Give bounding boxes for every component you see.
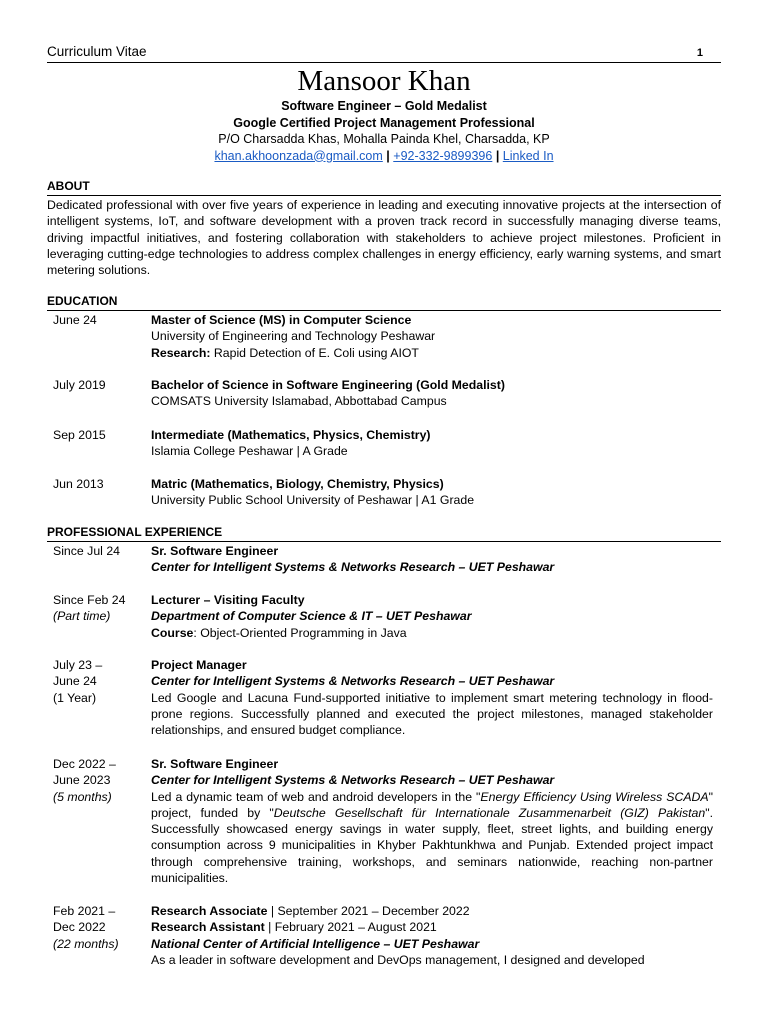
section-heading-about: ABOUT [47,179,721,196]
organization: Center for Intelligent Systems & Networks Research – UET Peshawar [151,560,555,575]
job-role: Sr. Software Engineer [151,757,279,771]
title-line-2: Google Certified Project Management Professional [233,115,535,130]
research-line [151,345,713,361]
job-description: As a leader in software development and DevOps management, I designed and developed [151,952,645,967]
job-role: Research Assistant [151,920,265,935]
entry-date-end: June 24 [53,674,97,689]
job-role: Research Associate [151,904,268,918]
description-text: Led a dynamic team of web and android developers in the " [151,789,481,804]
degree-title: Intermediate (Mathematics, Physics, Chemistry) [151,428,431,442]
organization: National Center of Artificial Intelligence – UET Peshawar [151,936,480,951]
role-line [151,903,713,919]
entry-date-note: (22 months) [53,936,119,951]
profile-header [47,64,721,164]
degree-title: Matric (Mathematics, Biology, Chemistry, Physics) [151,477,444,491]
organization: Center for Intelligent Systems & Networks Research – UET Peshawar [151,674,555,689]
experience-section [47,525,721,542]
role-dates: | February 2021 – August 2021 [264,920,437,935]
entry-date: Dec 2022 – [53,757,116,771]
funder-name: Deutsche Gesellschaft für Internationale Zusammenarbeit (GIZ) Pakistan [273,805,706,820]
entry-date-end: Dec 2022 [53,920,106,935]
description-text: ". Successfully showcased energy savings in water supply, fleet, street lights, and building energy consumption across 9 municipalities in Khyber Pakhtunkhwa and Punjab. Extended project impact through comprehensive training, workshops, and seminars nationwide, reaching non-partner municipalities. [151,805,713,886]
section-heading-experience: PROFESSIONAL EXPERIENCE [47,525,721,542]
linkedin-link[interactable]: Linked In [502,148,554,163]
job-description: Led Google and Lacuna Fund-supported initiative to implement smart metering technology in flood-prone regions. Successfully planned and executed the project milestones, managed stakeholder relationships, and ensured budget compliance. [151,690,713,738]
description-text: " project, funded by " [151,789,713,820]
entry-date-end: June 2023 [53,773,111,788]
about-text: Dedicated professional with over five years of experience in leading and executing innovative projects at the intersection of intelligent systems, IoT, and software development with a proven track record in successfully managing diverse teams, driving impactful initiatives, and fostering collaboration with stakeholders to achieve project milestones. Proficient in leveraging cutting-edge technologies to address complex challenges in energy efficiency, early warning systems, and smart metering solutions. [47,198,721,278]
entry-date-note: (1 Year) [53,690,97,705]
address: P/O Charsadda Khas, Mohalla Painda Khel, Charsadda, KP [218,132,550,146]
section-heading-education: EDUCATION [47,294,721,311]
page-number: 1 [696,47,703,59]
entry-date: Since Feb 24 [53,593,126,607]
entry-date: Jun 2013 [53,477,104,491]
entry-date-note: (5 months) [53,789,112,804]
course-name: : Object-Oriented Programming in Java [193,625,407,640]
education-section [47,294,721,311]
contact-line [47,148,721,165]
phone-link[interactable]: +92-332-9899396 [393,148,493,163]
organization: Department of Computer Science & IT – UET Peshawar [151,609,472,624]
job-role: Project Manager [151,658,247,672]
organization: Center for Intelligent Systems & Networks Research – UET Peshawar [151,773,555,788]
document-title: Curriculum Vitae [47,44,147,59]
about-section [47,179,721,278]
entry-date: July 2019 [53,378,106,392]
entry-date-note: (Part time) [53,609,111,624]
entry-date: June 24 [53,313,97,327]
job-description [151,789,713,887]
institution: University of Engineering and Technology Peshawar [151,329,436,344]
job-role: Lecturer – Visiting Faculty [151,593,305,607]
entry-date: Since Jul 24 [53,544,120,558]
research-label: Research: [151,345,211,360]
institution: University Public School University of Peshawar | A1 Grade [151,493,475,508]
role-dates: | September 2021 – December 2022 [267,904,470,918]
role-line [151,919,713,935]
separator: | [495,148,500,163]
degree-title: Master of Science (MS) in Computer Science [151,313,412,327]
entry-date: July 23 – [53,658,103,672]
institution: Islamia College Peshawar | A Grade [151,444,348,459]
research-topic: Rapid Detection of E. Coli using AIOT [210,345,419,360]
job-role: Sr. Software Engineer [151,544,279,558]
project-title: Energy Efficiency Using Wireless SCADA [480,789,709,804]
running-header [47,44,721,63]
course-label: Course [151,625,194,640]
entry-date: Sep 2015 [53,428,106,442]
candidate-name: Mansoor Khan [297,65,471,97]
institution: COMSATS University Islamabad, Abbottabad Campus [151,394,447,409]
title-line-1: Software Engineer – Gold Medalist [281,99,487,113]
email-link[interactable]: khan.akhoonzada@gmail.com [214,148,383,163]
separator: | [386,148,390,163]
course-line [151,625,713,641]
entry-date: Feb 2021 – [53,904,116,918]
degree-title: Bachelor of Science in Software Engineering (Gold Medalist) [151,378,505,392]
